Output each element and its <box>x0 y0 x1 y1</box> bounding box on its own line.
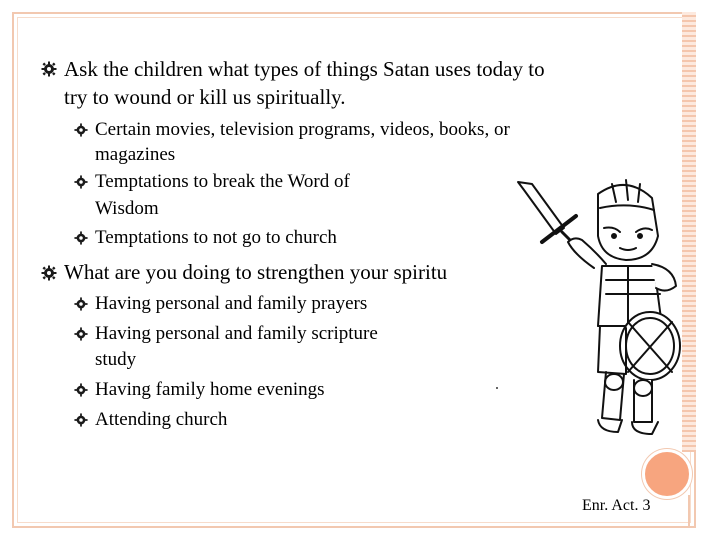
gear-icon <box>74 383 88 397</box>
sub-bullet-text: Having personal and family prayers <box>95 293 368 314</box>
gear-icon <box>74 123 88 137</box>
sub-bullet-text: Having personal and family scripture <box>95 323 378 344</box>
sub-bullet-text-continuation: magazines <box>95 144 176 165</box>
gear-icon <box>41 61 57 77</box>
sub-bullet-text: Having family home evenings <box>95 379 325 400</box>
gear-icon <box>74 231 88 245</box>
credit-label: Enr. Act. 3 <box>582 497 651 514</box>
sub-bullet-text: Certain movies, television programs, videos, books, or <box>95 119 510 140</box>
bullet-text: Ask the children what types of things Satan uses today to <box>64 57 545 81</box>
gear-icon <box>41 265 57 281</box>
knight-illustration <box>502 176 692 456</box>
sub-bullet-text: Temptations to break the Word of <box>95 171 350 192</box>
gear-icon <box>74 327 88 341</box>
gear-icon <box>74 175 88 189</box>
sub-bullet-text-continuation: Wisdom <box>95 198 159 219</box>
gear-icon <box>74 413 88 427</box>
sub-bullet-text-continuation: study <box>95 349 137 370</box>
decorative-circle <box>642 449 692 499</box>
decorative-line <box>688 495 690 528</box>
speck <box>496 387 498 389</box>
sub-bullet-text: Temptations to not go to church <box>95 227 337 248</box>
bullet-text-continuation: try to wound or kill us spiritually. <box>64 85 346 109</box>
sub-bullet-text: Attending church <box>95 409 228 430</box>
bullet-text: What are you doing to strengthen your spiritu <box>64 260 448 284</box>
gear-icon <box>74 297 88 311</box>
